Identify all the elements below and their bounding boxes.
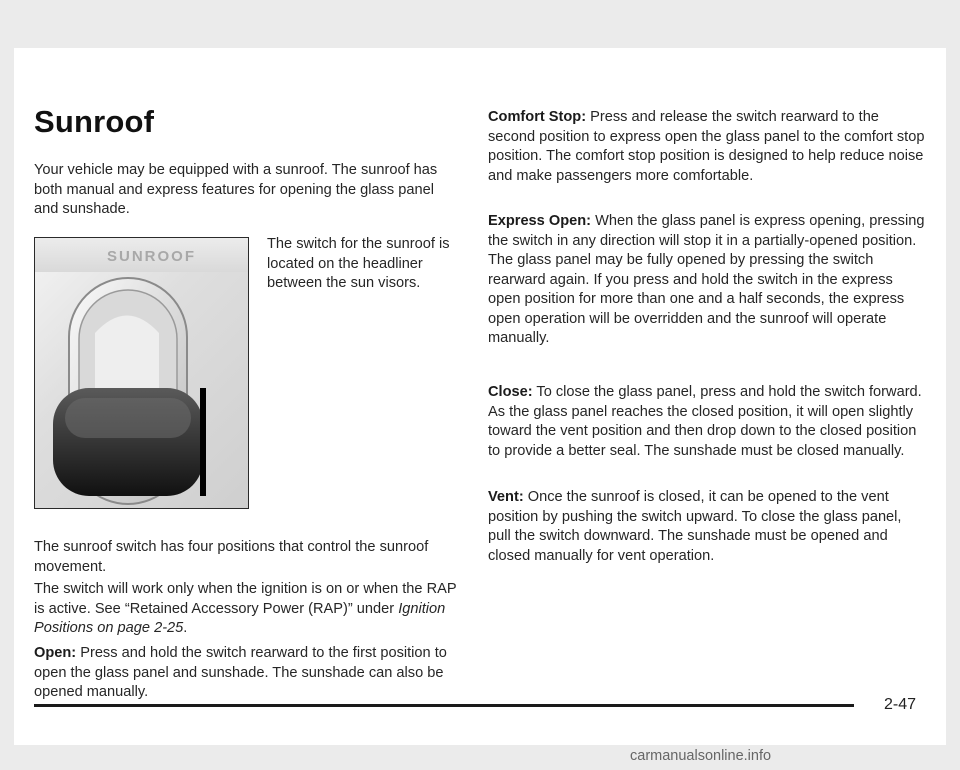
page-title: Sunroof: [34, 104, 155, 139]
ignition-reference-link[interactable]: Ignition Positions on page 2-25: [34, 600, 446, 636]
close-paragraph: [488, 383, 928, 461]
ignition-text: The switch will work only when the ignition is on or when the RAP is active. See “Retained Accessory Power (RAP)” under: [34, 581, 457, 617]
vent-label: Vent:: [488, 489, 524, 505]
comfort-stop-paragraph: [488, 108, 928, 186]
vent-paragraph: [488, 488, 928, 566]
open-text: Press and hold the switch rearward to the first position to open the glass panel and sunshade. The sunshade can also be opened manually.: [34, 645, 447, 700]
open-paragraph: [34, 644, 459, 703]
page-number: 2-47: [884, 696, 917, 713]
express-open-label: Express Open:: [488, 213, 592, 229]
comfort-stop-text: Press and release the switch rearward to the second position to express open the glass panel to the comfort stop position. The comfort stop position is designed to help reduce noise and make passengers more comfortable.: [488, 109, 925, 184]
comfort-stop-label: Comfort Stop:: [488, 109, 587, 125]
vent-text: Once the sunroof is closed, it can be opened to the vent position by pushing the switch upward. To close the glass panel, pull the switch downward. The sunshade must be opened and closed manually for vent operation.: [488, 489, 902, 564]
positions-paragraph: The sunroof switch has four positions that control the sunroof movement.: [34, 539, 429, 575]
figure-label: SUNROOF: [107, 248, 196, 265]
open-label: Open:: [34, 645, 77, 661]
footer-rule: [34, 704, 854, 707]
close-label: Close:: [488, 384, 533, 400]
express-open-paragraph: [488, 212, 928, 349]
ignition-paragraph: [34, 580, 459, 639]
sunroof-switch-icon: [35, 238, 249, 509]
intro-paragraph: Your vehicle may be equipped with a sunroof. The sunroof has both manual and express features for opening the glass panel and sunshade.: [34, 162, 438, 217]
express-open-text: When the glass panel is express opening, pressing the switch in any direction will stop it in a partially-opened position. The glass panel may be fully opened by pressing the switch rearward again. If you press and hold the switch in the express open position for more than one and a half seconds, the express open operation will be overridden and the sunroof will operate manually.: [488, 213, 925, 346]
watermark: carmanualsonline.info: [630, 748, 772, 764]
close-text: To close the glass panel, press and hold the switch forward. As the glass panel reaches the closed position, it will open slightly toward the vent position and then drop down to the closed position to provide a better seal. The sunshade must be closed manually.: [488, 384, 922, 459]
manual-page: [14, 48, 946, 745]
figure-caption: The switch for the sunroof is located on the headliner between the sun visors.: [267, 236, 450, 291]
sunroof-switch-figure: [34, 237, 249, 509]
ignition-end: .: [183, 620, 188, 636]
